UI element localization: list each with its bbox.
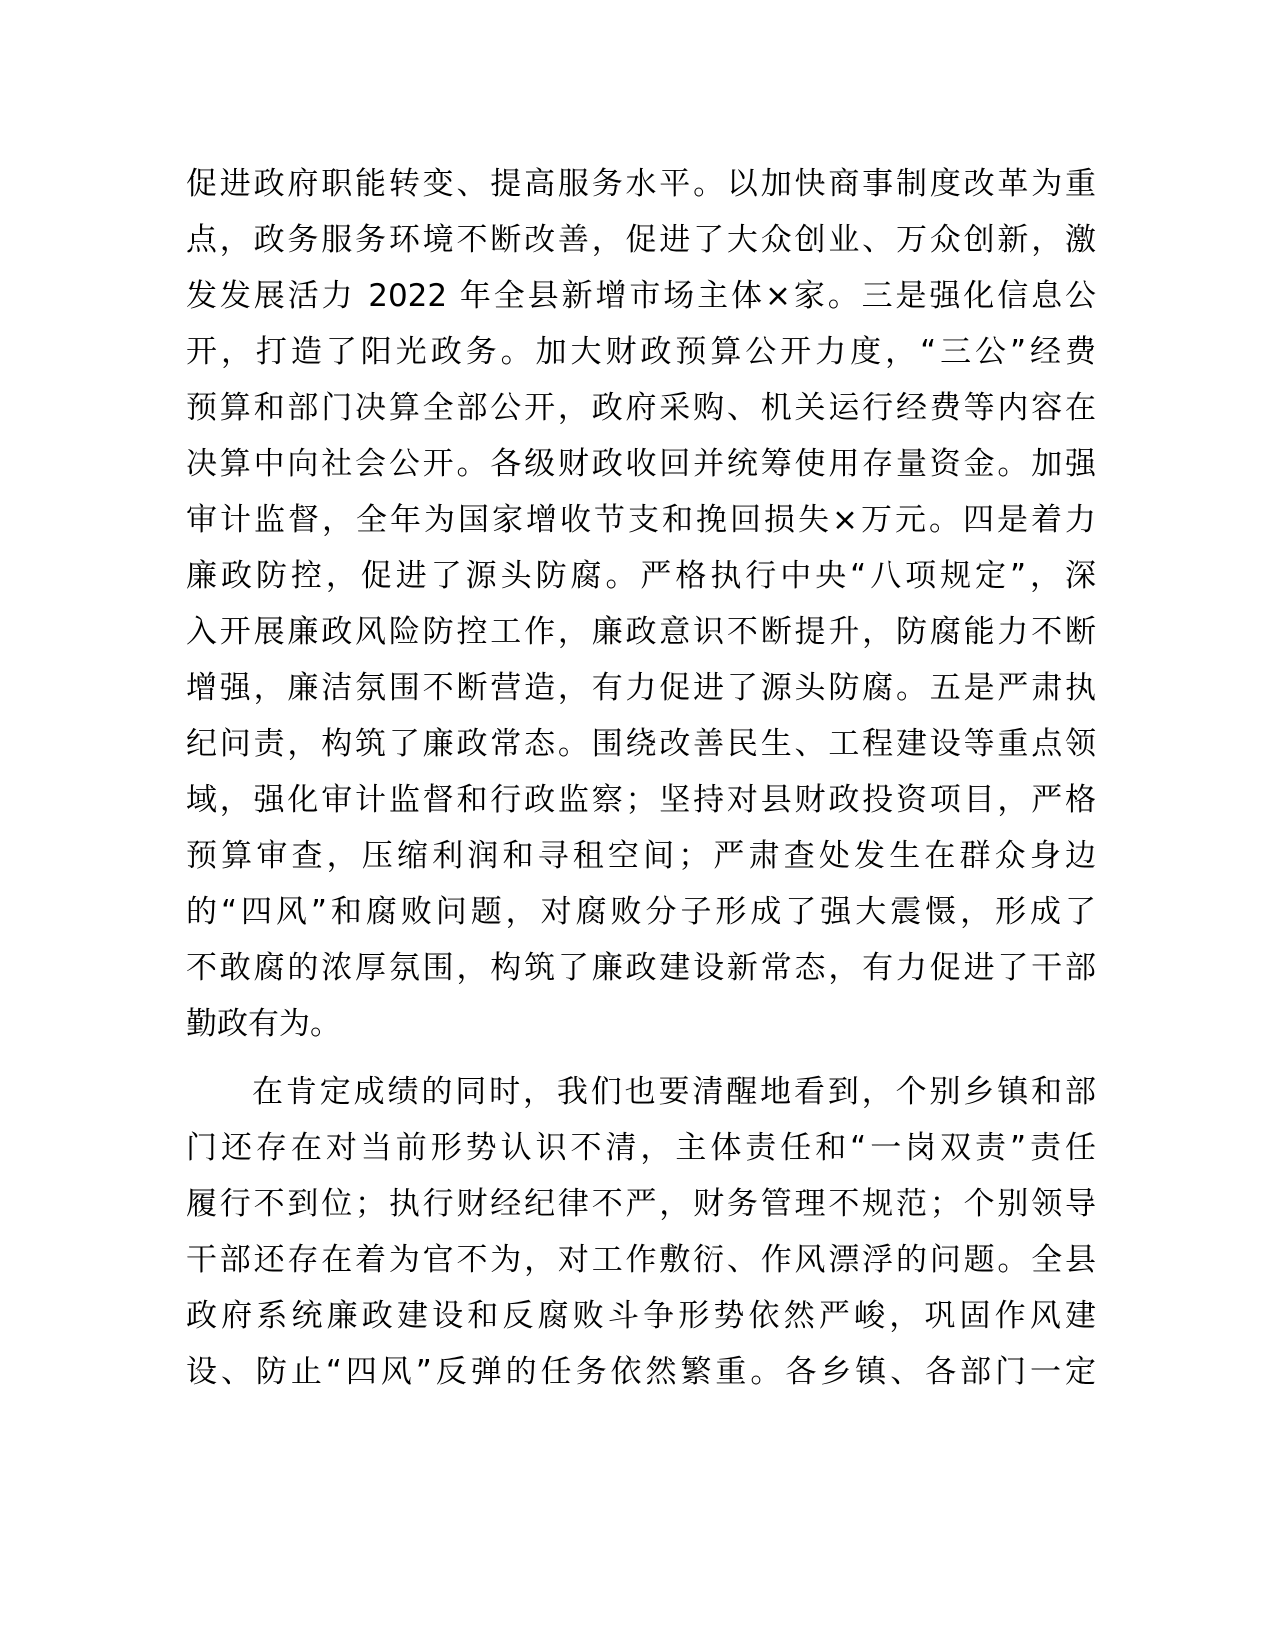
paragraph-1 — [186, 156, 1096, 1052]
paragraph-line: 预算和部门决算全部公开，政府采购、机关运行经费等内容在 — [186, 390, 1096, 426]
paragraph-line: 开，打造了阳光政务。加大财政预算公开力度，“三公”经费 — [186, 334, 1096, 370]
paragraph-line: 廉政防控，促进了源头防腐。严格执行中央“八项规定”，深 — [186, 558, 1096, 594]
paragraph-line: 勤政有为。 — [186, 1006, 341, 1042]
paragraph-line: 点，政务服务环境不断改善，促进了大众创业、万众创新，激 — [186, 222, 1096, 258]
paragraph-line: 审计监督，全年为国家增收节支和挽回损失×万元。四是着力 — [186, 502, 1096, 538]
paragraph-gap — [186, 1052, 1096, 1064]
paragraph-line: 不敢腐的浓厚氛围，构筑了廉政建设新常态，有力促进了干部 — [186, 950, 1096, 986]
paragraph-line: 增强，廉洁氛围不断营造，有力促进了源头防腐。五是严肃执 — [186, 670, 1096, 706]
paragraph-line: 门还存在对当前形势认识不清，主体责任和“一岗双责”责任 — [186, 1130, 1096, 1166]
paragraph-line: 在肯定成绩的同时，我们也要清醒地看到，个别乡镇和部 — [252, 1074, 1096, 1110]
paragraph-line: 发发展活力 2022 年全县新增市场主体×家。三是强化信息公 — [186, 278, 1096, 314]
paragraph-line: 设、防止“四风”反弹的任务依然繁重。各乡镇、各部门一定 — [186, 1354, 1096, 1390]
document-body — [186, 156, 1096, 1400]
paragraph-line: 域，强化审计监督和行政监察；坚持对县财政投资项目，严格 — [186, 782, 1096, 818]
paragraph-line: 促进政府职能转变、提高服务水平。以加快商事制度改革为重 — [186, 166, 1096, 202]
paragraph-line: 政府系统廉政建设和反腐败斗争形势依然严峻，巩固作风建 — [186, 1298, 1096, 1334]
paragraph-line: 履行不到位；执行财经纪律不严，财务管理不规范；个别领导 — [186, 1186, 1096, 1222]
paragraph-line: 预算审查，压缩利润和寻租空间；严肃查处发生在群众身边 — [186, 838, 1096, 874]
paragraph-line: 决算中向社会公开。各级财政收回并统筹使用存量资金。加强 — [186, 446, 1096, 482]
paragraph-line: 纪问责，构筑了廉政常态。围绕改善民生、工程建设等重点领 — [186, 726, 1096, 762]
paragraph-line: 的“四风”和腐败问题，对腐败分子形成了强大震慑，形成了 — [186, 894, 1096, 930]
paragraph-line: 干部还存在着为官不为，对工作敷衍、作风漂浮的问题。全县 — [186, 1242, 1096, 1278]
paragraph-2 — [186, 1064, 1096, 1400]
paragraph-line: 入开展廉政风险防控工作，廉政意识不断提升，防腐能力不断 — [186, 614, 1096, 650]
